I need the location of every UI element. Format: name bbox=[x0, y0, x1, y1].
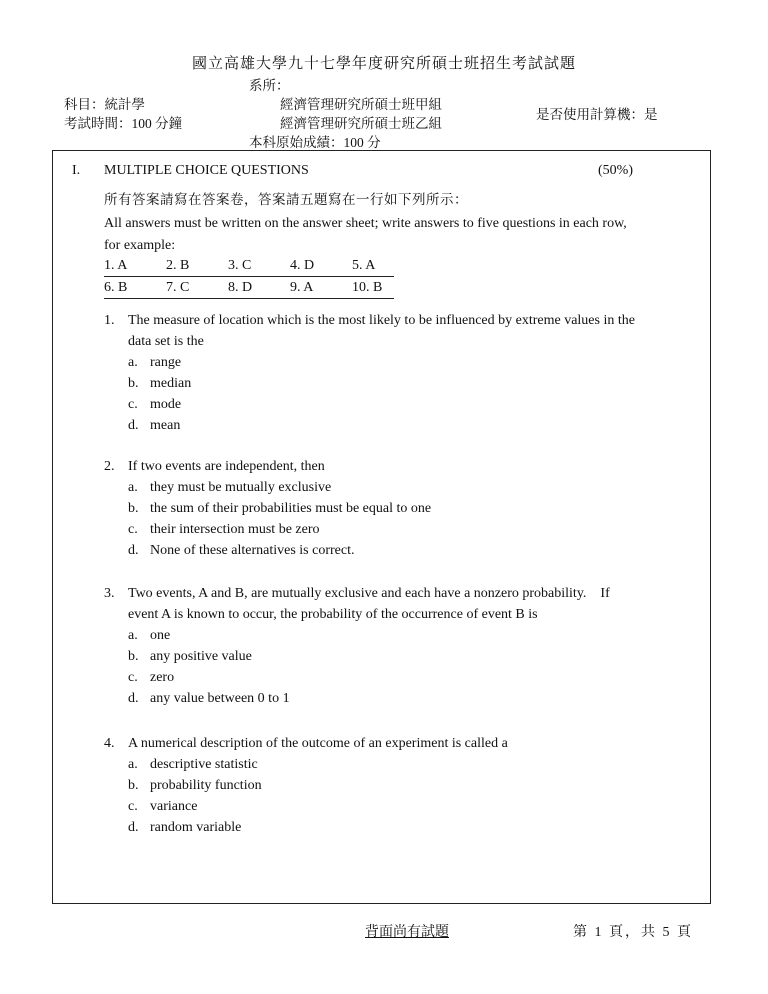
question-stem: A numerical description of the outcome of an experiment is called a bbox=[128, 736, 508, 751]
question-number: 1. bbox=[104, 313, 115, 328]
exam-time: 考試時間：100 分鐘 bbox=[64, 116, 183, 131]
calculator-note: 是否使用計算機：是 bbox=[536, 107, 658, 122]
dept-group-a: 經濟管理研究所碩士班甲組 bbox=[280, 97, 442, 112]
question-number: 2. bbox=[104, 459, 115, 474]
question-stem: Two events, A and B, are mutually exclusive and each have a nonzero probability. If bbox=[128, 586, 610, 601]
section-percent: (50%) bbox=[598, 163, 633, 178]
original-score: 本科原始成績：100 分 bbox=[249, 135, 381, 150]
question-stem: The measure of location which is the most likely to be influenced by extreme values in the bbox=[128, 313, 635, 328]
option-letter: b. bbox=[128, 501, 139, 516]
option-text: descriptive statistic bbox=[150, 757, 258, 772]
option-text: they must be mutually exclusive bbox=[150, 480, 332, 495]
option-letter: a. bbox=[128, 480, 138, 495]
dept-label: 系所： bbox=[249, 78, 290, 93]
question-3 bbox=[104, 583, 704, 709]
question-stem: If two events are independent, then bbox=[128, 459, 325, 474]
example-answer: 10. B bbox=[352, 280, 383, 295]
example-answer: 2. B bbox=[166, 258, 190, 273]
exam-title: 國立高雄大學九十七學年度研究所碩士班招生考試試題 bbox=[191, 56, 576, 72]
option-text: range bbox=[150, 355, 182, 370]
option-letter: d. bbox=[128, 820, 139, 835]
option-letter: a. bbox=[128, 628, 138, 643]
example-answer: 8. D bbox=[228, 280, 253, 295]
question-4 bbox=[104, 733, 704, 838]
option-text: the sum of their probabilities must be equal to one bbox=[150, 501, 432, 516]
option-letter: a. bbox=[128, 355, 138, 370]
instruction-en-line2: for example: bbox=[104, 238, 176, 253]
option-text: any value between 0 to 1 bbox=[150, 691, 290, 706]
option-text: their intersection must be zero bbox=[150, 522, 320, 537]
option-text: any positive value bbox=[150, 649, 252, 664]
option-letter: a. bbox=[128, 757, 138, 772]
option-text: random variable bbox=[150, 820, 242, 835]
option-letter: b. bbox=[128, 649, 139, 664]
option-letter: b. bbox=[128, 778, 139, 793]
example-underline bbox=[104, 276, 394, 277]
question-number: 4. bbox=[104, 736, 115, 751]
option-letter: c. bbox=[128, 522, 138, 537]
instruction-en-line1: All answers must be written on the answer sheet; write answers to five questions in each row, bbox=[104, 216, 627, 231]
option-text: zero bbox=[150, 670, 175, 685]
option-letter: b. bbox=[128, 376, 139, 391]
example-answer: 5. A bbox=[352, 258, 376, 273]
option-letter: c. bbox=[128, 799, 138, 814]
subject-label: 科目：統計學 bbox=[64, 97, 145, 112]
option-text: variance bbox=[150, 799, 198, 814]
option-text: None of these alternatives is correct. bbox=[150, 543, 355, 558]
dept-group-b: 經濟管理研究所碩士班乙組 bbox=[280, 116, 442, 131]
question-2 bbox=[104, 456, 704, 561]
example-answer: 3. C bbox=[228, 258, 252, 273]
continue-note: 背面尚有試題 bbox=[365, 925, 449, 940]
section-number: I. bbox=[72, 163, 81, 178]
question-number: 3. bbox=[104, 586, 115, 601]
section-title: MULTIPLE CHOICE QUESTIONS bbox=[104, 163, 309, 178]
instruction-zh: 所有答案請寫在答案卷，答案請五題寫在一行如下列所示： bbox=[104, 192, 468, 207]
option-letter: d. bbox=[128, 543, 139, 558]
option-text: probability function bbox=[150, 778, 262, 793]
option-text: median bbox=[150, 376, 192, 391]
question-1 bbox=[104, 310, 704, 436]
option-text: mode bbox=[150, 397, 182, 412]
option-letter: d. bbox=[128, 418, 139, 433]
question-stem: data set is the bbox=[128, 334, 204, 349]
question-stem: event A is known to occur, the probability of the occurrence of event B is bbox=[128, 607, 538, 622]
option-letter: c. bbox=[128, 670, 138, 685]
example-answer: 9. A bbox=[290, 280, 314, 295]
example-underline bbox=[104, 298, 394, 299]
page-number: 第 1 頁，共 5 頁 bbox=[573, 925, 693, 940]
example-answer: 4. D bbox=[290, 258, 315, 273]
option-text: mean bbox=[150, 418, 181, 433]
example-answer: 1. A bbox=[104, 258, 128, 273]
example-answer: 6. B bbox=[104, 280, 128, 295]
example-answer: 7. C bbox=[166, 280, 190, 295]
option-letter: d. bbox=[128, 691, 139, 706]
option-letter: c. bbox=[128, 397, 138, 412]
option-text: one bbox=[150, 628, 171, 643]
